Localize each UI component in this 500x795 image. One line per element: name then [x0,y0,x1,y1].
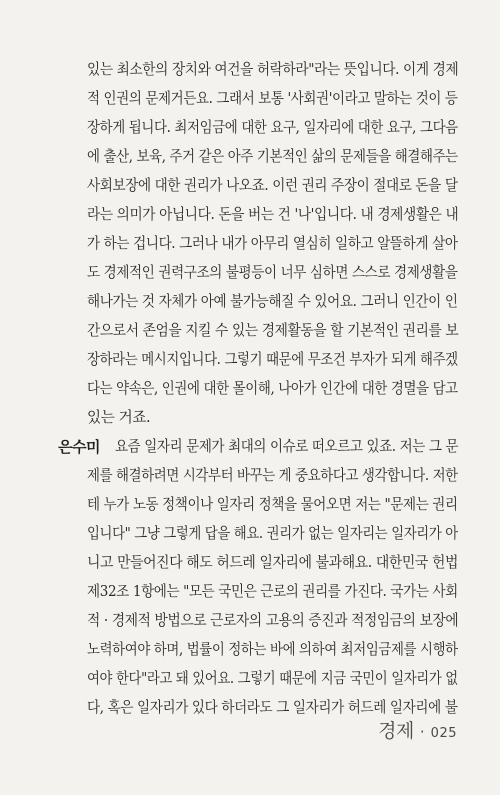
text-line: 에 출산, 보육, 주거 같은 아주 기본적인 삶의 문제들을 해결해주는 [87,148,458,165]
section-title: 경제 [378,720,414,742]
text-line: 라는 의미가 아닙니다. 돈을 버는 건 '나'입니다. 내 경제생활은 내 [87,206,459,223]
text-line: 간으로서 존엄을 지킬 수 있는 경제활동을 할 기본적인 권리를 보 [87,322,459,339]
text-line: 적 · 경제적 방법으로 근로자의 고용의 증진과 적정임금의 보장에 [87,612,459,629]
text-line: 도 경제적인 권력구조의 불평등이 너무 심하면 스스로 경제생활을 [87,264,458,281]
text-line: 다, 혹은 일자리가 있다 하더라도 그 일자리가 허드레 일자리에 불 [87,699,458,716]
text-line: 니고 만들어진다 해도 허드레 일자리에 불과해요. 대한민국 헌법 [87,554,459,571]
text-line: 제를 해결하려면 시각부터 바꾸는 게 중요하다고 생각합니다. 저한 [87,467,458,484]
text-line: 있는 거죠. [87,409,151,426]
text-line: 여야 한다"라고 돼 있어요. 그렇기 때문에 지금 국민이 일자리가 없 [87,670,458,687]
text-line: 적 인권의 문제거든요. 그래서 보통 '사회권'이라고 말하는 것이 등 [87,90,458,107]
text-line: 노력하여야 하며, 법률이 정하는 바에 의하여 최저임금제를 시행하 [87,641,458,658]
text-line: 장하게 됩니다. 최저임금에 대한 요구, 일자리에 대한 요구, 그다음 [87,119,458,136]
text-line: 해나가는 것 자체가 아예 불가능해질 수 있어요. 그러니 인간이 인 [87,293,458,310]
text-line: 요즘 일자리 문제가 최대의 이슈로 떠오르고 있죠. 저는 그 문 [115,438,459,455]
text-line: 제32조 1항에는 "모든 국민은 근로의 권리를 가진다. 국가는 사회 [87,583,458,600]
text-line: 사회보장에 대한 권리가 나오죠. 이런 권리 주장이 절대로 돈을 달 [87,177,458,194]
page-footer [378,716,457,743]
text-line: 테 누가 노동 정책이나 일자리 정책을 물어오면 저는 "문제는 권리 [87,496,458,513]
text-line: 다는 약속은, 인권에 대한 몰이해, 나아가 인간에 대한 경멸을 담고 [87,380,458,397]
page-number: 025 [430,726,457,741]
speaker-name: 은수미 [58,438,100,456]
text-line: 장하라는 메시지입니다. 그렇기 때문에 무조건 부자가 되게 해주겠 [87,351,458,368]
text-line: 가 하는 겁니다. 그러나 내가 아무리 열심히 일하고 알뜰하게 살아 [87,235,458,252]
footer-separator: · [419,723,425,741]
text-line: 있는 최소한의 장치와 여건을 허락하라"라는 뜻입니다. 이게 경제 [87,61,459,78]
text-line: 입니다" 그냥 그렇게 답을 해요. 권리가 없는 일자리는 일자리가 아 [87,525,458,542]
